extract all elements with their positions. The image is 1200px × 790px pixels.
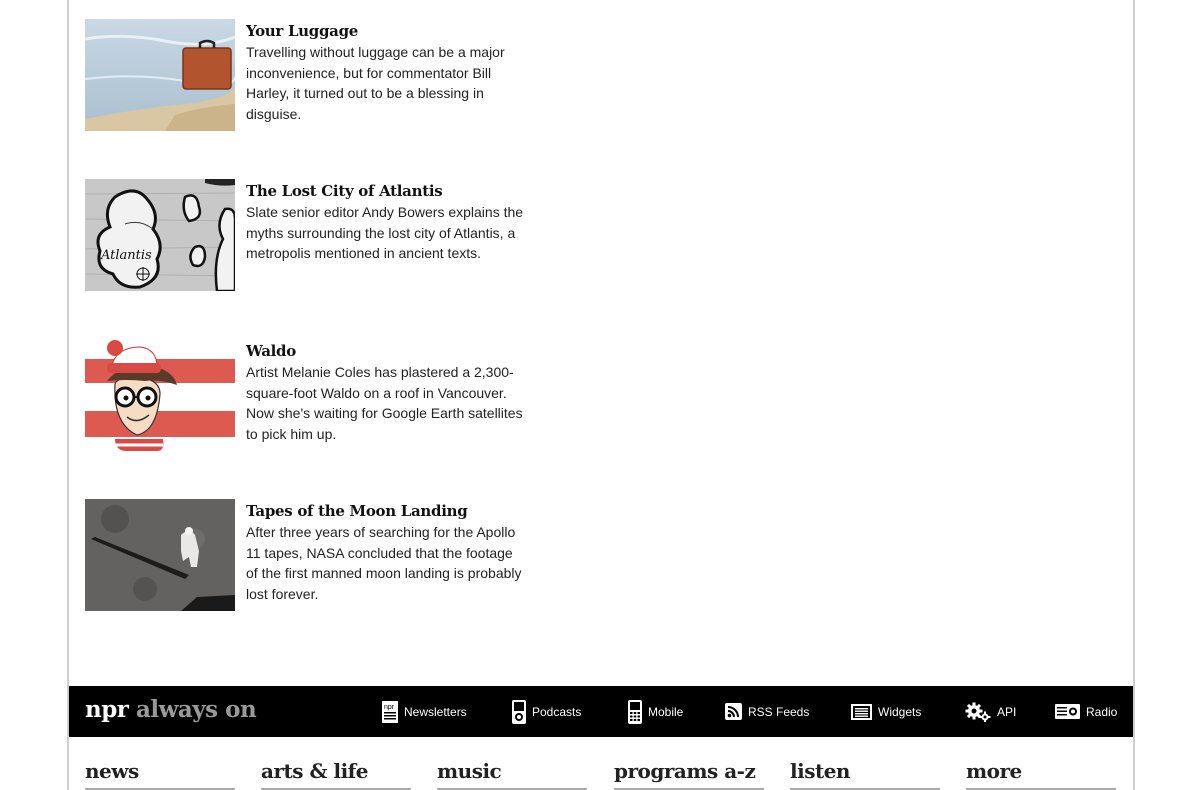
- story-item: [85, 179, 525, 291]
- footer-link-api[interactable]: API: [965, 686, 1016, 737]
- footer-link-newsletters[interactable]: npr Newsletters: [382, 686, 467, 737]
- story-description: Travelling without luggage can be a major inconvenience, but for commentator Bill Harley, it turned out to be a blessing in disguise.: [246, 44, 505, 122]
- story-title[interactable]: Your Luggage: [246, 22, 359, 40]
- story-item: [85, 499, 525, 611]
- story-thumbnail-atlantis[interactable]: [85, 179, 235, 291]
- story-item: [85, 19, 525, 131]
- story-description: Slate senior editor Andy Bowers explains the myths surrounding the lost city of Atlantis, a metropolis mentioned in ancient texts.: [246, 204, 524, 261]
- footer-nav-news[interactable]: news: [85, 756, 235, 790]
- story-item: [85, 339, 525, 451]
- footer-link-radio[interactable]: Radio: [1055, 686, 1117, 737]
- page-container: [67, 0, 1135, 790]
- story-title[interactable]: Tapes of the Moon Landing: [246, 502, 468, 520]
- footer-link-rss-feeds[interactable]: RSS Feeds: [725, 686, 809, 737]
- radio-icon: [1055, 704, 1080, 719]
- mobile-phone-icon: [628, 700, 642, 724]
- gears-icon: [965, 702, 991, 722]
- story-thumbnail-moon-landing[interactable]: [85, 499, 235, 611]
- footer-nav-more[interactable]: more: [966, 756, 1116, 790]
- story-description: Artist Melanie Coles has plastered a 2,300-square-foot Waldo on a roof in Vancouver. Now she's waiting for Google Earth satellites to pick him up.: [246, 364, 523, 442]
- svg-text:npr: npr: [384, 703, 395, 711]
- footer-nav-listen[interactable]: listen: [790, 756, 940, 790]
- story-title[interactable]: Waldo: [246, 342, 296, 360]
- story-thumbnail-luggage[interactable]: [85, 19, 235, 131]
- npr-always-on-logo[interactable]: npr always on: [85, 696, 257, 723]
- story-title[interactable]: The Lost City of Atlantis: [246, 182, 443, 200]
- widget-icon: [851, 704, 872, 720]
- footer-nav-programs-a-z[interactable]: programs a-z: [614, 756, 764, 790]
- rss-icon: [725, 703, 742, 720]
- footer-bar: [69, 686, 1133, 737]
- footer-nav-music[interactable]: music: [437, 756, 587, 790]
- story-thumbnail-waldo[interactable]: [85, 339, 235, 451]
- footer-link-podcasts[interactable]: Podcasts: [512, 686, 581, 737]
- story-description: After three years of searching for the Apollo 11 tapes, NASA concluded that the footage of the first manned moon landing is probably lost forever.: [246, 524, 522, 602]
- newsletter-icon: [382, 701, 398, 723]
- ipod-icon: [512, 700, 526, 724]
- svg-text:Atlantis: Atlantis: [101, 248, 152, 263]
- footer-nav-arts-life[interactable]: arts & life: [261, 756, 411, 790]
- footer-link-widgets[interactable]: Widgets: [851, 686, 921, 737]
- footer-link-mobile[interactable]: Mobile: [628, 686, 683, 737]
